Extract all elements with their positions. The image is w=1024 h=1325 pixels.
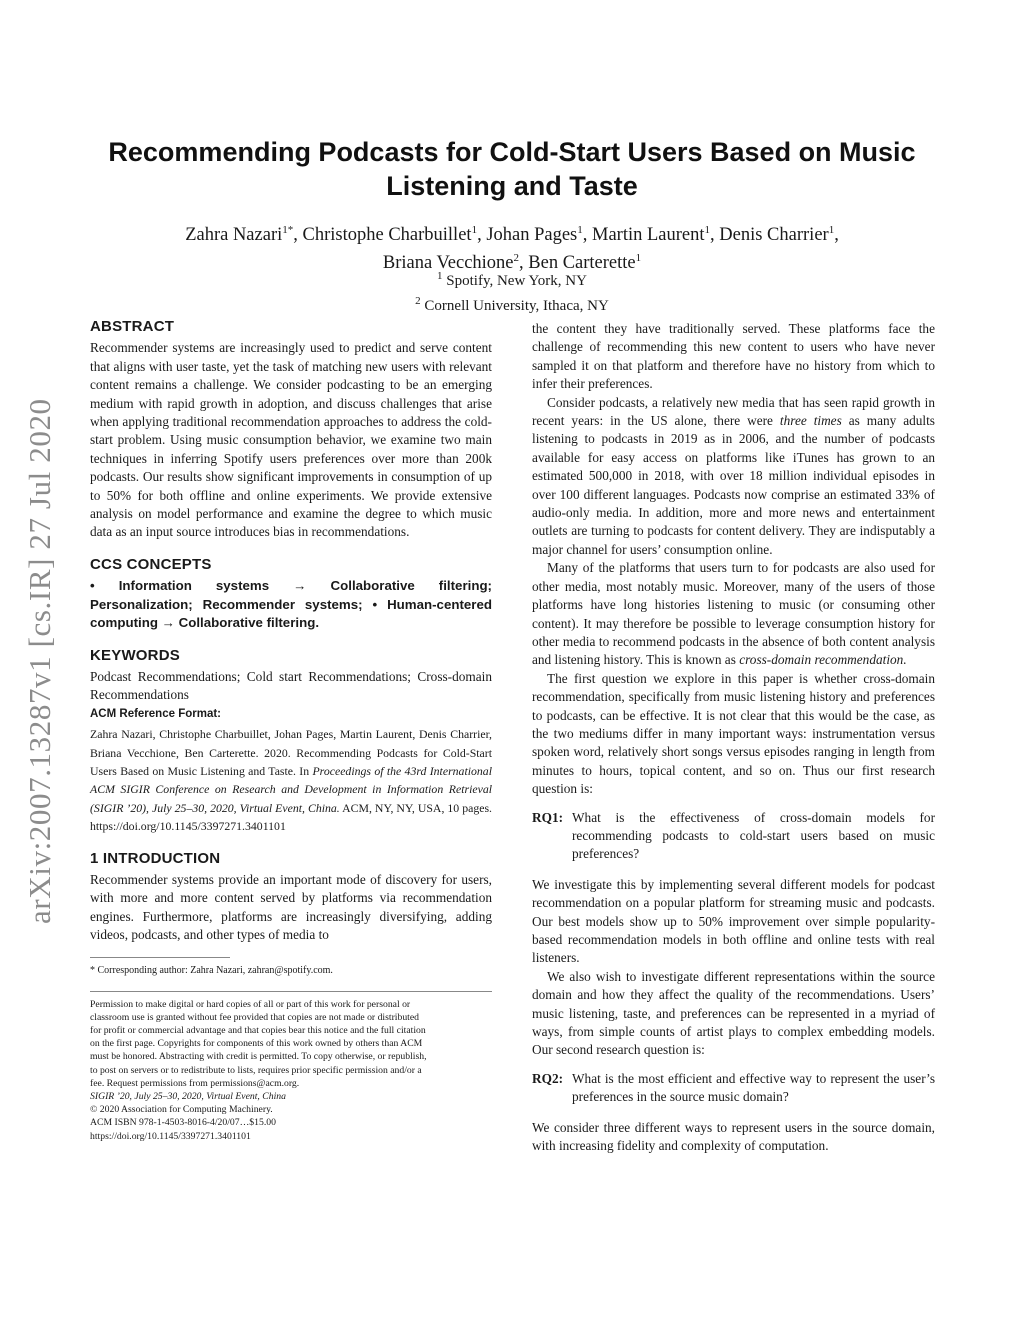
author-name: Johan Pages (486, 225, 578, 246)
acm-reference-heading: ACM Reference Format: (90, 707, 221, 720)
acm-reference-part: Zahra Nazari, Christophe Charbuillet, Johan Pages, Martin Laurent, Denis Charrier, Briana Vecchione, Ben Carterette. 2020. Recommending Podcasts for Cold-Start Users Based on Music Listening and Taste. In (90, 727, 492, 778)
permission-line: fee. Request permissions from permissions@acm.org. (90, 1077, 300, 1089)
permission-line: must be honored. Abstracting with credit is permitted. To copy otherwise, or republish, (90, 1051, 427, 1063)
acm-reference-proceedings: Proceedings of the 43rd International ACM SIGIR Conference on Research and Development in Information Retrieval (SIGIR ’20), July 25–30, 2020, Virtual Event, China. (90, 763, 492, 815)
ccs-text: • Information systems → Collaborative filtering; Personalization; Recommender systems; • Human-centered computing → Collaborative filtering. (90, 578, 492, 631)
keywords-heading: KEYWORDS (90, 646, 180, 664)
paper-title: Recommending Podcasts for Cold-Start Users Based on Music Listening and Taste (108, 137, 916, 201)
ccs-heading: CCS CONCEPTS (90, 555, 212, 573)
author-affil-mark: 1 (635, 252, 642, 265)
research-question-2 (532, 1070, 935, 1107)
isbn-line: ACM ISBN 978-1-4503-8016-4/20/07…$15.00 (90, 1117, 276, 1129)
author-name: Zahra Nazari (185, 225, 283, 246)
author-affil-mark: 1* (282, 224, 294, 236)
author-line-1 (90, 219, 934, 247)
permission-line: for profit or commercial advantage and that copies bear this notice and the full citation (90, 1025, 426, 1036)
body-paragraph: We also wish to investigate different representations within the source domain and how they affect the quality of the recommendations. Users’ music listening, taste, and preferences can be represented in a myriad of ways, from simple counts of artist plays to complex embedding models. Our second research question is: (532, 968, 935, 1058)
doi-line: https://doi.org/10.1145/3397271.3401101 (90, 1130, 251, 1142)
body-paragraph (532, 559, 935, 669)
permission-divider (90, 991, 492, 992)
permission-block (90, 998, 492, 1143)
affiliation-line (90, 266, 934, 291)
affil-mark: 2 (415, 295, 421, 307)
author-affil-mark: 1 (577, 224, 583, 236)
author-name: Denis Charrier (719, 225, 829, 246)
author-affil-mark: 2 (513, 252, 520, 265)
body-paragraph: We investigate this by implementing several different models for podcast recommendation on a popular platform for streaming music and podcasts. Our best models show up to 50% improvement over simple popularity-based recommendation models in both offline and online tests with real listeners. (532, 876, 935, 966)
research-question-1 (532, 809, 935, 864)
acm-reference-part: ACM, NY, NY, USA, 10 pages. https://doi.org/10.1145/3397271.3401101 (90, 800, 492, 834)
author-separator: , (582, 225, 593, 246)
author-name: Martin Laurent (592, 225, 705, 246)
author-affil-mark: 1 (471, 224, 478, 236)
affil-text: Cornell University, Ithaca, NY (420, 298, 609, 314)
rq-label: RQ1: (532, 809, 564, 825)
arxiv-identifier: arXiv:2007.13287v1 [cs.IR] 27 Jul 2020 (22, 398, 57, 924)
affiliations (90, 266, 934, 316)
author-affil-mark: 1 (704, 224, 711, 236)
keywords-text: Podcast Recommendations; Cold start Recommendations; Cross-domain Recommendations (90, 668, 492, 703)
left-column (90, 318, 492, 1143)
author-separator: , (477, 225, 487, 246)
affil-mark: 1 (437, 270, 443, 282)
affiliation-line (90, 291, 934, 316)
intro-paragraph: Recommender systems provide an important mode of discovery for users, with more and more content served by platforms via recommendation engines. Furthermore, platforms are increasingly diversifying, adding videos, podcasts, and other types of media to (90, 871, 492, 943)
body-paragraph: the content they have traditionally served. These platforms face the challenge of recommending this new content to users who have never sampled it on that platform and therefore have no history from which to infer their preferences. (532, 321, 935, 392)
permission-line: on the first page. Copyrights for components of this work owned by others than ACM (90, 1038, 423, 1050)
body-paragraph (532, 394, 935, 560)
acm-reference-text (90, 725, 492, 835)
body-emphasis: three times (779, 413, 842, 429)
permission-line: Permission to make digital or hard copies of all or part of this work for personal or (90, 998, 411, 1010)
abstract-text: Recommender systems are increasingly used to predict and serve content that aligns with user taste, yet the task of matching new users with relevant content remains a challenge. We consider podcasting to be an emerging medium with rapid growth in adoption, and discuss challenges that arise when applying traditional recommendation approaches to address the cold-start problem. Using music consumption behavior, we examine two main techniques in inferring Spotify users preferences over more than 200k podcasts. Our results show significant improvements in consumption of up to 50% for both offline and online experiments. We provide extensive analysis on model performance and examine the degree to which music data as an input source introduces bias in recommendations. (90, 340, 492, 540)
permission-line: classroom use is granted without fee provided that copies are not made or distributed (90, 1011, 420, 1023)
body-text: as many adults listening to podcasts in 2019 as in 2006, and the number of podcasts available for easy access on platforms like iTunes has grown to an estimated 500,000 in 2018, with over 18 million individual episodes in over 100 different languages. Podcasts now comprise an estimated 33% of audio-only media. In addition, more and more news and entertainment outlets are turning to podcasts for content delivery. They are indisputably a major channel for users’ consumption online. (532, 413, 935, 557)
permission-line: to post on servers or to redistribute to lists, requires prior specific permission and/or a (90, 1064, 422, 1076)
intro-heading: 1 INTRODUCTION (90, 849, 221, 867)
corresponding-author-footnote: * Corresponding author: Zahra Nazari, zahran@spotify.com. (90, 957, 230, 977)
author-separator: , (834, 225, 839, 246)
rq-text: What is the most efficient and effective way to represent the user’s preferences in the source music domain? (572, 1070, 935, 1105)
body-emphasis: cross-domain recommendation. (739, 652, 907, 668)
body-paragraph: The first question we explore in this paper is whether cross-domain recommendation, specifically from music listening history and preferences to podcasts, can be effective. It is not clear that this would be the case, as the two mediums differ in many important ways: instrumentation versus spoken word, relatively short songs versus episodes ranging in length from minutes to hours, topical content, and so on. Thus our first research question is: (532, 670, 935, 797)
copyright-line: © 2020 Association for Computing Machinery. (90, 1104, 273, 1116)
author-separator: , (293, 225, 303, 246)
affil-text: Spotify, New York, NY (442, 273, 587, 289)
conference-line: SIGIR ’20, July 25–30, 2020, Virtual Event, China (90, 1091, 286, 1103)
author-separator: , (710, 225, 720, 246)
author-name: Briana Vecchione (382, 253, 514, 274)
rq-text: What is the effectiveness of cross-domain models for recommending podcasts to cold-start users based on music preferences? (572, 809, 935, 862)
body-text: Many of the platforms that users turn to for podcasts are also used for other media, most notably music. Moreover, many of the users of those platforms have long histories listening to music (or consuming other content). It may therefore be possible to leverage consumption history for other media to recommend podcasts in the absence of both content analysis and listening history. This is known as (532, 560, 935, 668)
author-name: Christophe Charbuillet (302, 225, 472, 246)
body-paragraph: We consider three different ways to represent users in the source domain, with increasing fidelity and complexity of computation. (532, 1119, 935, 1154)
author-separator: , (519, 253, 529, 274)
right-column (532, 320, 935, 1155)
body-text: Consider podcasts, a relatively new media that has seen rapid growth in recent years: in the US alone, there were (532, 394, 935, 429)
abstract-heading: ABSTRACT (90, 318, 175, 335)
author-affil-mark: 1 (828, 224, 835, 236)
author-name: Ben Carterette (528, 253, 636, 274)
rq-label: RQ2: (532, 1070, 564, 1086)
